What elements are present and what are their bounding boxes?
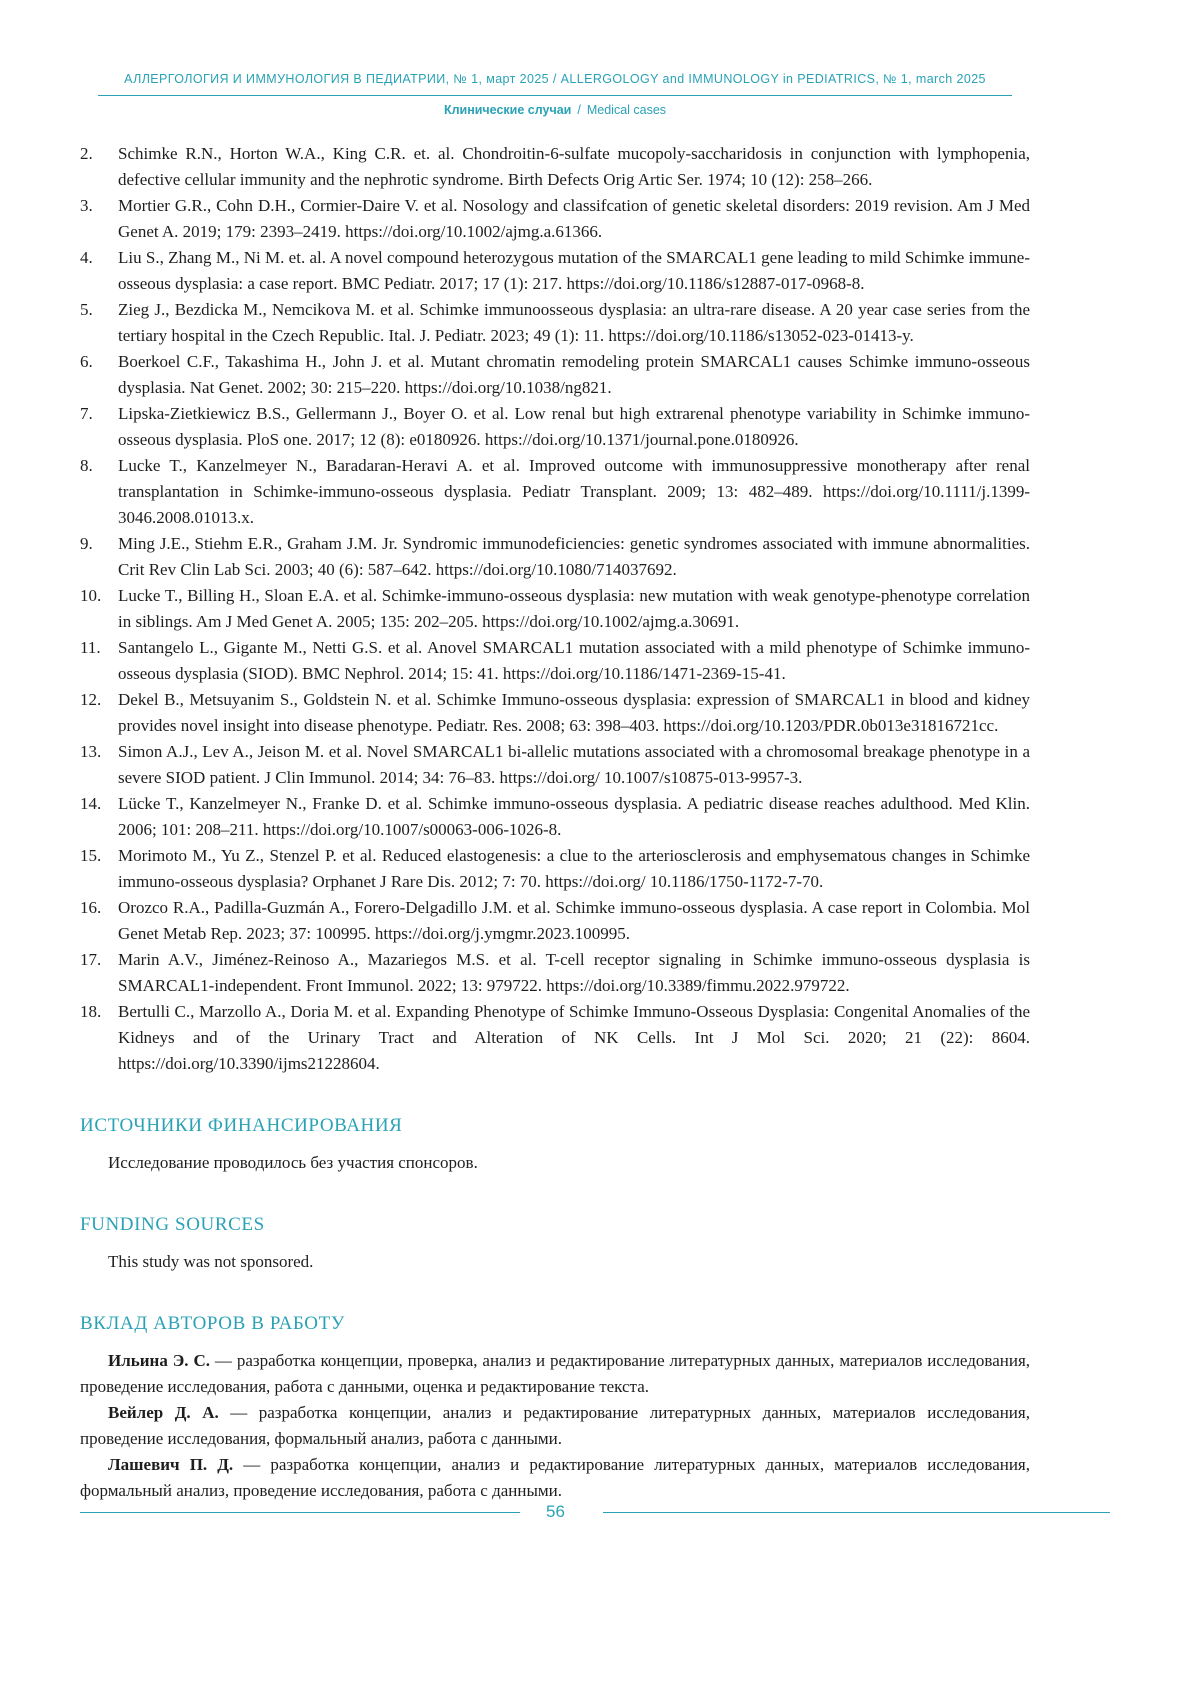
- reference-number: 15.: [80, 846, 102, 865]
- reference-text: Lipska-Zietkiewicz B.S., Gellermann J., Boyer O. et al. Low renal but high extrarenal phenotype variability in Schimke immuno-osseous dysplasia. PloS one. 2017; 12 (8): e0180926. https://doi.org/10.1371/journal.pone.0180926.: [118, 404, 1030, 449]
- reference-item: [80, 531, 1030, 583]
- author-contribution-text: — разработка концепции, анализ и редактирование литературных данных, материалов исследования, проведение исследования, формальный анализ, работа с данными.: [80, 1403, 1030, 1448]
- reference-text: Orozco R.A., Padilla-Guzmán A., Forero-Delgadillo J.M. et al. Schimke immuno-osseous dysplasia. A case report in Colombia. Mol Genet Metab Rep. 2023; 37: 100995. https://doi.org/j.ymgmr.2023.100995.: [118, 898, 1030, 943]
- reference-text: Marin A.V., Jiménez-Reinoso A., Mazariegos M.S. et al. T-cell receptor signaling in Schimke immuno-osseous dysplasia is SMARCAL1-independent. Front Immunol. 2022; 13: 979722. https://doi.org/10.3389/fimmu.2022.979722.: [118, 950, 1030, 995]
- reference-item: [80, 687, 1030, 739]
- author-name: Ильина Э. С.: [108, 1351, 210, 1370]
- reference-text: Simon A.J., Lev A., Jeison M. et al. Novel SMARCAL1 bi-allelic mutations associated with a chromosomal breakage phenotype in a severe SIOD patient. J Clin Immunol. 2014; 34: 76–83. https://doi.org/ 10.1007/s10875-013-9957-3.: [118, 742, 1030, 787]
- reference-text: Zieg J., Bezdicka M., Nemcikova M. et al. Schimke immunoosseous dysplasia: an ultra-rare disease. A 20 year case series from the tertiary hospital in the Czech Republic. Ital. J. Pediatr. 2023; 49 (1): 11. https://doi.org/10.1186/s13052-023-01413-y.: [118, 300, 1030, 345]
- reference-number: 14.: [80, 794, 102, 813]
- reference-item: [80, 349, 1030, 401]
- author-contribution-text: — разработка концепции, анализ и редактирование литературных данных, материалов исследования, формальный анализ, проведение исследования, работа с данными.: [80, 1455, 1030, 1500]
- author-name: Лашевич П. Д.: [108, 1455, 234, 1474]
- reference-number: 8.: [80, 456, 93, 475]
- author-contribution: [80, 1348, 1030, 1400]
- reference-item: [80, 453, 1030, 531]
- reference-text: Bertulli C., Marzollo A., Doria M. et al. Expanding Phenotype of Schimke Immuno-Osseous Dysplasia: Congenital Anomalies of the Kidneys and of the Urinary Tract and Alteration of NK Cells. Int J Mol Sci. 2020; 21 (22): 8604. https://doi.org/10.3390/ijms21228604.: [118, 1002, 1030, 1073]
- contributions-heading: ВКЛАД АВТОРОВ В РАБОТУ: [80, 1313, 345, 1334]
- reference-text: Santangelo L., Gigante M., Netti G.S. et al. Anovel SMARCAL1 mutation associated with a mild phenotype of Schimke immuno-osseous dysplasia (SIOD). BMC Nephrol. 2014; 15: 41. https://doi.org/10.1186/1471-2369-15-41.: [118, 638, 1030, 683]
- author-contribution: [80, 1452, 1030, 1504]
- reference-item: [80, 999, 1030, 1077]
- page-body: [80, 141, 1030, 1504]
- author-name: Вейлер Д. А.: [108, 1403, 219, 1422]
- reference-text: Dekel B., Metsuyanim S., Goldstein N. et al. Schimke Immuno-osseous dysplasia: expression of SMARCAL1 in blood and kidney provides novel insight into disease phenotype. Pediatr. Res. 2008; 63: 398–403. https://doi.org/10.1203/PDR.0b013e31816721cc.: [118, 690, 1030, 735]
- reference-item: [80, 947, 1030, 999]
- reference-text: Morimoto M., Yu Z., Stenzel P. et al. Reduced elastogenesis: a clue to the arteriosclerosis and emphysematous changes in Schimke immuno-osseous dysplasia? Orphanet J Rare Dis. 2012; 7: 70. https://doi.org/ 10.1186/1750-1172-7-70.: [118, 846, 1030, 891]
- journal-title-line: АЛЛЕРГОЛОГИЯ И ИММУНОЛОГИЯ В ПЕДИАТРИИ, № 1, март 2025 / ALLERGOLOGY and IMMUNOLOGY in PEDIATRICS, № 1, march 2025: [124, 72, 986, 86]
- reference-text: Boerkoel C.F., Takashima H., John J. et al. Mutant chromatin remodeling protein SMARCAL1 causes Schimke immuno-osseous dysplasia. Nat Genet. 2002; 30: 215–220. https://doi.org/10.1038/ng821.: [118, 352, 1030, 397]
- reference-number: 4.: [80, 248, 93, 267]
- reference-text: Ming J.E., Stiehm E.R., Graham J.M. Jr. Syndromic immunodeficiencies: genetic syndromes associated with immune abnormalities. Crit Rev Clin Lab Sci. 2003; 40 (6): 587–642. https://doi.org/10.1080/714037692.: [118, 534, 1030, 579]
- reference-item: [80, 401, 1030, 453]
- author-contribution: [80, 1400, 1030, 1452]
- reference-item: [80, 141, 1030, 193]
- reference-number: 17.: [80, 950, 102, 969]
- funding-en-text: This study was not sponsored.: [108, 1252, 314, 1271]
- reference-number: 11.: [80, 638, 101, 657]
- reference-item: [80, 193, 1030, 245]
- section-label: [80, 103, 1030, 117]
- reference-item: [80, 739, 1030, 791]
- section-label-en: Medical cases: [586, 103, 667, 117]
- reference-text: Liu S., Zhang M., Ni M. et. al. A novel compound heterozygous mutation of the SMARCAL1 gene leading to mild Schimke immune-osseous dysplasia: a case report. BMC Pediatr. 2017; 17 (1): 217. https://doi.org/10.1186/s12887-017-0968-8.: [118, 248, 1030, 293]
- section-label-ru: Клинические случаи: [443, 103, 572, 117]
- reference-number: 3.: [80, 196, 93, 215]
- reference-item: [80, 245, 1030, 297]
- reference-number: 6.: [80, 352, 93, 371]
- reference-item: [80, 583, 1030, 635]
- page-footer: [80, 1498, 1110, 1526]
- reference-item: [80, 791, 1030, 843]
- header-divider: [98, 95, 1012, 96]
- reference-text: Lucke T., Kanzelmeyer N., Baradaran-Heravi A. et al. Improved outcome with immunosuppressive monotherapy after renal transplantation in Schimke-immuno-osseous dysplasia. Pediatr Transplant. 2009; 13: 482–489. https://doi.org/10.1111/j.1399-3046.2008.01013.x.: [118, 456, 1030, 527]
- footer-rule-right: [603, 1512, 1110, 1513]
- reference-text: Mortier G.R., Cohn D.H., Cormier-Daire V. et al. Nosology and classifcation of genetic skeletal disorders: 2019 revision. Am J Med Genet A. 2019; 179: 2393–2419. https://doi.org/10.1002/ajmg.a.61366.: [118, 196, 1030, 241]
- reference-number: 13.: [80, 742, 102, 761]
- reference-item: [80, 895, 1030, 947]
- reference-text: Lucke T., Billing H., Sloan E.A. et al. Schimke-immuno-osseous dysplasia: new mutation with weak genotype-phenotype correlation in siblings. Am J Med Genet A. 2005; 135: 202–205. https://doi.org/10.1002/ajmg.a.30691.: [118, 586, 1030, 631]
- reference-number: 9.: [80, 534, 93, 553]
- reference-number: 10.: [80, 586, 102, 605]
- reference-number: 7.: [80, 404, 93, 423]
- reference-item: [80, 635, 1030, 687]
- page-number: 56: [546, 1502, 565, 1521]
- reference-text: Schimke R.N., Horton W.A., King C.R. et. al. Chondroitin-6-sulfate mucopoly-saccharidosis in conjunction with lymphopenia, defective cellular immunity and the nephrotic syndrome. Birth Defects Orig Artic Ser. 1974; 10 (12): 258–266.: [118, 144, 1030, 189]
- reference-number: 5.: [80, 300, 93, 319]
- reference-number: 18.: [80, 1002, 102, 1021]
- reference-text: Lücke T., Kanzelmeyer N., Franke D. et al. Schimke immuno-osseous dysplasia. A pediatric disease reaches adulthood. Med Klin. 2006; 101: 208–211. https://doi.org/10.1007/s00063-006-1026-8.: [118, 794, 1030, 839]
- reference-number: 2.: [80, 144, 93, 163]
- section-label-separator: /: [577, 103, 581, 117]
- funding-ru-text: Исследование проводилось без участия спонсоров.: [108, 1153, 478, 1172]
- funding-ru-heading: ИСТОЧНИКИ ФИНАНСИРОВАНИЯ: [80, 1115, 403, 1136]
- reference-number: 16.: [80, 898, 102, 917]
- reference-list: [80, 141, 1030, 1077]
- reference-number: 12.: [80, 690, 102, 709]
- footer-rule-left: [80, 1512, 520, 1513]
- reference-item: [80, 297, 1030, 349]
- funding-en-heading: FUNDING SOURCES: [80, 1214, 265, 1235]
- content-column: [80, 72, 1030, 1504]
- author-contribution-text: — разработка концепции, проверка, анализ и редактирование литературных данных, материалов исследования, проведение исследования, работа с данными, оценка и редактирование текста.: [80, 1351, 1031, 1396]
- reference-item: [80, 843, 1030, 895]
- page-header: [80, 72, 1030, 117]
